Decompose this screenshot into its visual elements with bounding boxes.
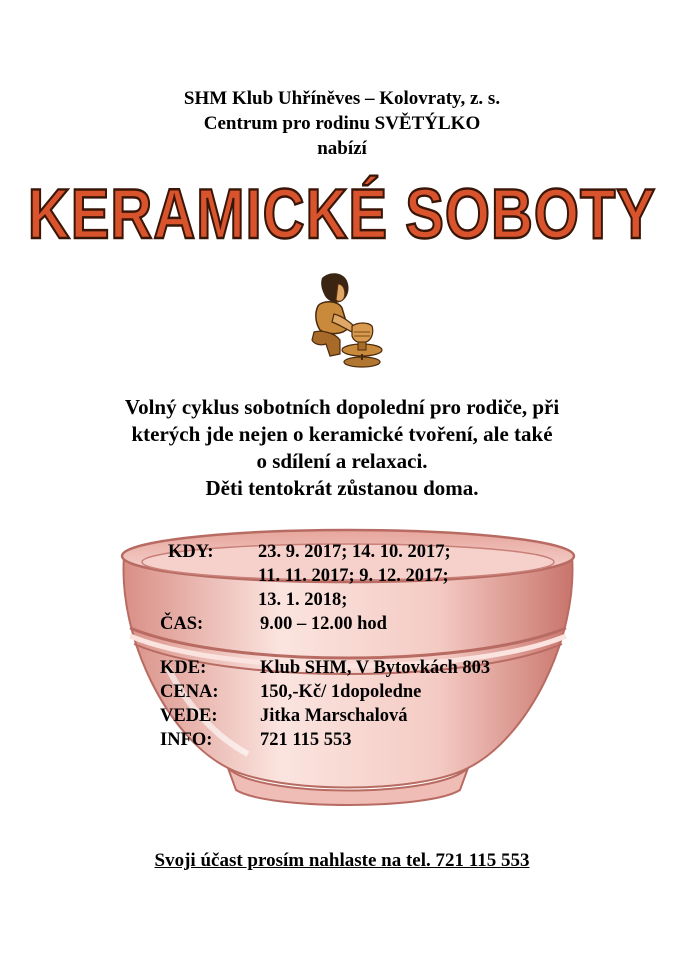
center-name: Centrum pro rodinu SVĚTÝLKO	[203, 113, 481, 134]
event-description	[40, 394, 644, 502]
info-label: INFO:	[160, 730, 213, 750]
price-label: CENA:	[160, 682, 219, 702]
where-value: Klub SHM, V Bytovkách 803	[260, 658, 491, 678]
description-line: Volný cyklus sobotních dopolední pro rodiče, při	[124, 395, 560, 419]
leader-label: VEDE:	[160, 706, 218, 726]
time-label: ČAS:	[160, 614, 204, 634]
time-value: 9.00 – 12.00 hod	[260, 614, 387, 634]
potter-icon	[300, 270, 384, 370]
leader-value: Jitka Marschalová	[260, 706, 408, 726]
when-label: KDY:	[168, 542, 214, 562]
description-line: Děti tentokrát zůstanou doma.	[205, 476, 479, 500]
when-dates: 13. 1. 2018;	[258, 590, 348, 610]
organizer-name: SHM Klub Uhříněves – Kolovraty, z. s.	[183, 88, 501, 109]
event-title: KERAMICKÉ SOBOTY	[27, 174, 657, 254]
info-value: 721 115 553	[260, 730, 352, 750]
price-value: 150,-Kč/ 1dopoledne	[260, 682, 422, 702]
description-line: kterých jde nejen o keramické tvoření, ale také	[131, 422, 553, 446]
registration-note	[0, 850, 684, 872]
registration-text: Svoji účast prosím nahlaste na tel. 721 115 553	[154, 850, 530, 871]
description-line: o sdílení a relaxaci.	[256, 449, 428, 473]
offers-text: nabízí	[317, 138, 367, 159]
when-dates: 11. 11. 2017; 9. 12. 2017;	[258, 566, 449, 586]
where-label: KDE:	[160, 658, 207, 678]
header	[0, 86, 684, 161]
when-dates: 23. 9. 2017; 14. 10. 2017;	[258, 542, 451, 562]
